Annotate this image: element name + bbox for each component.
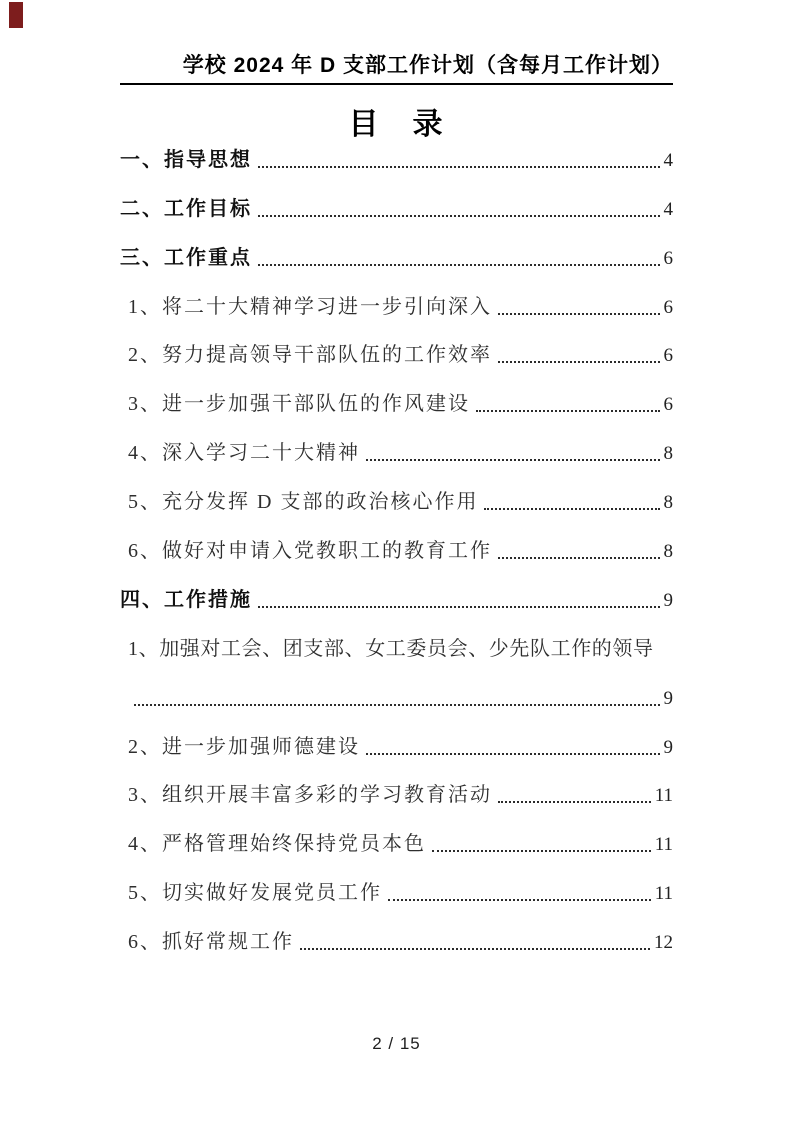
toc-page-number: 4 [663, 149, 673, 171]
toc-leader-dots [366, 753, 660, 755]
toc-entry-label: 一、指导思想 [120, 148, 252, 171]
toc-leader-dots [388, 899, 651, 901]
toc-entry-label: 6、抓好常规工作 [128, 931, 294, 954]
toc-entry-label: 2、努力提高领导干部队伍的工作效率 [128, 344, 492, 367]
toc-page-number: 4 [663, 198, 673, 220]
toc-entry[interactable] [120, 469, 673, 518]
toc-entry-label: 5、充分发挥 D 支部的政治核心作用 [128, 491, 479, 514]
toc-leader-dots [134, 704, 660, 706]
toc-leader-dots [258, 606, 660, 608]
toc-page-number: 6 [663, 247, 673, 269]
toc-leader-dots [258, 166, 660, 168]
toc-leader-dots [366, 459, 660, 461]
toc-entry[interactable] [120, 763, 673, 812]
toc-leader-dots [432, 850, 651, 852]
toc-entry[interactable] [120, 225, 673, 274]
toc-entry-label: 4、严格管理始终保持党员本色 [128, 833, 426, 856]
toc-leader-dots [498, 557, 660, 559]
toc-page-number: 8 [663, 443, 673, 465]
toc-leader-dots [498, 313, 660, 315]
toc-entry-label: 2、进一步加强师德建设 [128, 735, 360, 758]
toc-page-number: 6 [663, 296, 673, 318]
page-number-indicator: 2 / 15 [372, 1034, 421, 1053]
toc-entry-label: 6、做好对申请入党教职工的教育工作 [128, 540, 492, 563]
toc-title: 目 录 [348, 108, 445, 141]
toc-entry[interactable] [120, 860, 673, 909]
toc-entry-continuation[interactable] [120, 665, 673, 714]
toc-entry[interactable] [120, 420, 673, 469]
toc-entry[interactable] [120, 909, 673, 958]
toc-page-number: 11 [654, 834, 673, 856]
document-header-title: 学校 2024 年 D 支部工作计划（含每月工作计划） [120, 53, 673, 85]
toc-entry-label: 1、将二十大精神学习进一步引向深入 [128, 295, 492, 318]
toc-page-number: 11 [654, 785, 673, 807]
toc-page-number: 9 [663, 687, 673, 709]
toc-page-number: 11 [654, 883, 673, 905]
toc-entry[interactable] [120, 323, 673, 372]
toc-leader-dots [258, 215, 660, 217]
toc-entry[interactable] [120, 274, 673, 323]
toc-entry-label: 4、深入学习二十大精神 [128, 442, 360, 465]
toc-entry[interactable] [120, 176, 673, 225]
toc-entry-label: 三、工作重点 [120, 246, 252, 269]
toc-entry-label: 3、进一步加强干部队伍的作风建设 [128, 393, 470, 416]
toc-entry[interactable] [120, 567, 673, 616]
toc-leader-dots [258, 264, 660, 266]
toc-entry[interactable] [120, 616, 673, 665]
toc-entry-label: 二、工作目标 [120, 197, 252, 220]
toc-leader-dots [300, 948, 650, 950]
toc-page-number: 6 [663, 345, 673, 367]
toc-page-number: 9 [663, 589, 673, 611]
toc-entry-label: 四、工作措施 [120, 588, 252, 611]
toc-page-number: 8 [663, 492, 673, 514]
toc-entry[interactable] [120, 371, 673, 420]
toc-page-number: 12 [654, 932, 673, 954]
toc-entry[interactable] [120, 811, 673, 860]
toc-leader-dots [498, 361, 660, 363]
toc-entry-label: 3、组织开展丰富多彩的学习教育活动 [128, 784, 492, 807]
toc-page-number: 9 [663, 736, 673, 758]
toc-entry[interactable] [120, 714, 673, 763]
toc-page-number: 8 [663, 541, 673, 563]
toc-leader-dots [484, 508, 659, 510]
toc-entry-label: 1、加强对工会、团支部、女工委员会、少先队工作的领导 [128, 637, 654, 660]
toc-leader-dots [498, 801, 651, 803]
toc-leader-dots [476, 410, 660, 412]
toc-list [120, 127, 673, 958]
toc-page-number: 6 [663, 394, 673, 416]
toc-entry-label: 5、切实做好发展党员工作 [128, 882, 382, 905]
toc-entry[interactable] [120, 518, 673, 567]
margin-revision-mark [9, 2, 23, 28]
